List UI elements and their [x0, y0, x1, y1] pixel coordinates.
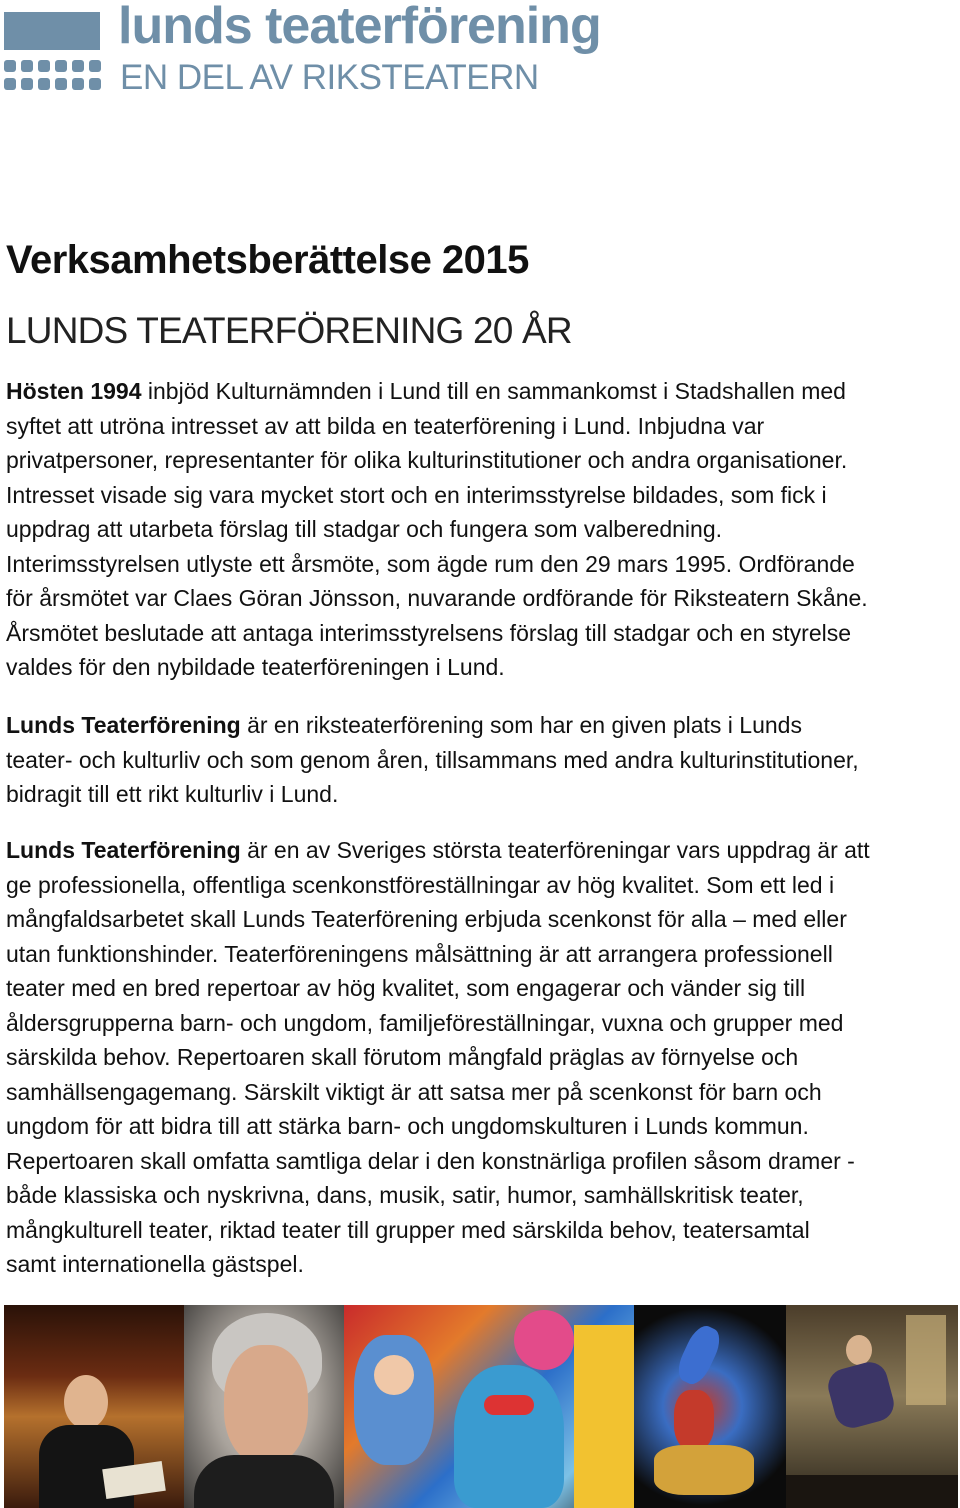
- paragraph-line: Årsmötet beslutade att antaga interimsstyrelsens förslag till stadgar och en styrelse: [6, 619, 852, 646]
- paragraph-line: Hösten 1994 inbjöd Kulturnämnden i Lund till en sammankomst i Stadshallen med: [6, 378, 846, 404]
- page-subtitle: LUNDS TEATERFÖRENING 20 ÅR: [6, 310, 572, 351]
- paragraph-line: privatpersoner, representanter för olika kulturinstitutioner och andra organisationer.: [6, 447, 848, 473]
- paragraph-line: Intresset visade sig vara mycket stort och en interimsstyrelse bildades, som fick i: [6, 481, 827, 508]
- paragraph-line: uppdrag att utarbeta förslag till stadgar och fungera som valberedning.: [6, 516, 722, 542]
- paragraph-line: ge professionella, offentliga scenkonstföreställningar av hög kvalitet. Som ett led i: [6, 871, 835, 898]
- paragraph-line: Interimsstyrelsen utlyste ett årsmöte, som ägde rum den 29 mars 1995. Ordförande: [6, 550, 855, 577]
- logo-block: [4, 12, 100, 50]
- paragraph-line: åldersgrupperna barn- och ungdom, familjeföreställningar, vuxna och grupper med: [6, 1009, 844, 1036]
- bold-lead: Lunds Teaterförening: [6, 837, 241, 863]
- bold-lead: Lunds Teaterförening: [6, 712, 241, 738]
- paragraph-line: mångfaldsarbetet skall Lunds Teaterförening erbjuda scenkonst för alla – med eller: [6, 906, 847, 932]
- paragraph-line: Lunds Teaterförening är en riksteaterförening som har en given plats i Lunds: [6, 712, 802, 738]
- logo-dots: [4, 60, 100, 90]
- photo-strip: [4, 1305, 958, 1508]
- photo-dancer: [786, 1305, 958, 1508]
- paragraph-line: teater med en bred repertoar av hög kvalitet, som engagerar och vänder sig till: [6, 975, 806, 1001]
- paragraph-line: Lunds Teaterförening är en av Sveriges största teaterföreningar vars uppdrag är att: [6, 837, 870, 863]
- paragraph-line: både klassiska och nyskrivna, dans, musik, satir, humor, samhällskritisk teater,: [6, 1182, 804, 1208]
- paragraph-line: särskilda behov. Repertoaren skall förutom mångfald präglas av förnyelse och: [6, 1044, 799, 1070]
- paragraph-mission: [6, 833, 956, 1282]
- photo-acrobats: [634, 1305, 786, 1508]
- paragraph-line: bidragit till ett rikt kulturliv i Lund.: [6, 781, 339, 807]
- photo-puppets: [344, 1305, 634, 1508]
- photo-woman-portrait: [184, 1305, 344, 1508]
- paragraph-line: syftet att utröna intresset av att bilda en teaterförening i Lund. Inbjudna var: [6, 412, 765, 439]
- bold-lead: Hösten 1994: [6, 378, 142, 404]
- paragraph-line: för årsmötet var Claes Göran Jönsson, nuvarande ordförande för Riksteatern Skåne.: [6, 585, 868, 611]
- page-title: Verksamhetsberättelse 2015: [6, 238, 529, 282]
- paragraph-history: [6, 374, 956, 685]
- paragraph-line: teater- och kulturliv och som genom åren, tillsammans med andra kulturinstitutioner,: [6, 746, 859, 773]
- paragraph-line: utan funktionshinder. Teaterföreningens målsättning är att arrangera professionell: [6, 940, 833, 967]
- logo: [4, 0, 610, 96]
- logo-name: lunds teaterförening: [118, 0, 601, 55]
- paragraph-line: mångkulturell teater, riktad teater till grupper med särskilda behov, teatersamtal: [6, 1216, 810, 1243]
- paragraph-line: ungdom för att bidra till att stärka barn- och ungdomskulturen i Lunds kommun.: [6, 1113, 809, 1139]
- logo-mark-icon: [4, 12, 100, 92]
- paragraph-line: valdes för den nybildade teaterföreningen i Lund.: [6, 654, 505, 680]
- paragraph-about: [6, 708, 956, 812]
- logo-subtitle: EN DEL AV RIKSTEATERN: [120, 58, 539, 97]
- photo-theater-actor: [4, 1305, 184, 1508]
- paragraph-line: samt internationella gästspel.: [6, 1251, 304, 1277]
- paragraph-line: Repertoaren skall omfatta samtliga delar i den konstnärliga profilen såsom dramer -: [6, 1147, 855, 1174]
- paragraph-line: samhällsengagemang. Särskilt viktigt är att satsa mer på scenkonst för barn och: [6, 1078, 822, 1105]
